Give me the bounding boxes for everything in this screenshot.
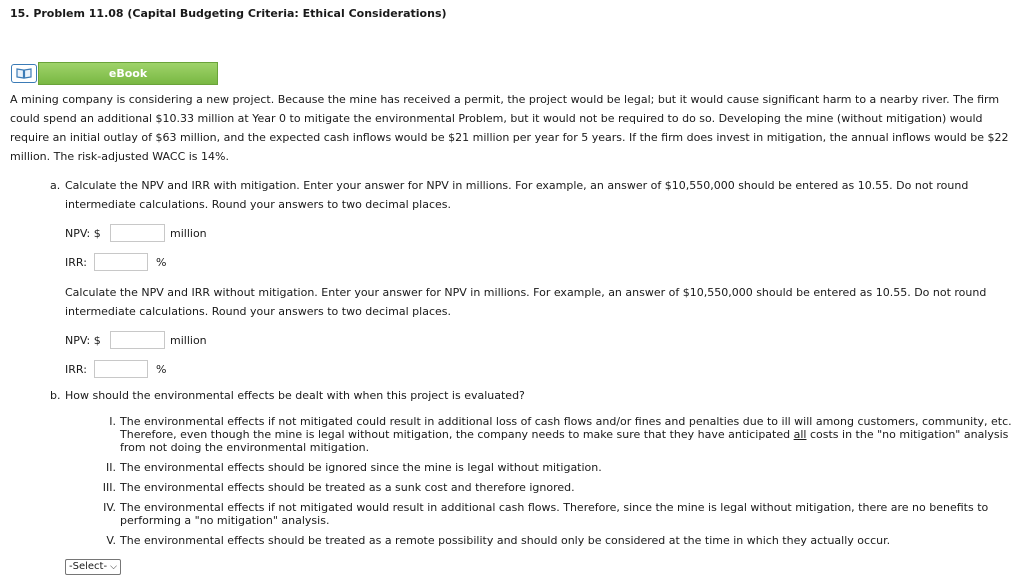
npv-with-input[interactable]: [110, 224, 165, 242]
select-value: -Select-: [69, 561, 108, 572]
option-text: The environmental effects should be treated as a sunk cost and therefore ignored.: [120, 481, 575, 494]
ebook-button[interactable]: eBook: [38, 62, 218, 85]
npv-without-unit: million: [170, 334, 207, 347]
problem-title: 15. Problem 11.08 (Capital Budgeting Criteria: Ethical Considerations): [10, 7, 447, 20]
irr-with-input[interactable]: [94, 253, 148, 271]
chevron-down-icon: ⌵: [110, 562, 117, 572]
part-b-question: How should the environmental effects be dealt with when this project is evaluated?: [65, 389, 525, 402]
part-a-question-without: Calculate the NPV and IRR without mitigation. Enter your answer for NPV in millions. For example, an answer of $10,550,000 should be entered as 10.55. Do not round intermediate calculations. Round your answers to two decimal places.: [65, 286, 987, 318]
option-text: The environmental effects should be treated as a remote possibility and should only be considered at the time in which they actually occur.: [120, 534, 891, 547]
irr-with-unit: %: [156, 256, 167, 269]
npv-with-label: NPV: $: [65, 227, 101, 240]
irr-without-label: IRR:: [65, 363, 87, 376]
option-text-end: costs in the "no mitigation" analysis from not doing the environmental mitigation.: [120, 428, 1009, 454]
answer-select[interactable]: [65, 559, 121, 575]
option-number: V.: [106, 534, 116, 547]
npv-without-input[interactable]: [110, 331, 165, 349]
option-number: II.: [106, 461, 116, 474]
part-b-prefix: b.: [50, 389, 61, 402]
option-iv: [90, 501, 1015, 527]
option-number: III.: [102, 481, 116, 494]
option-number: I.: [109, 415, 116, 428]
option-number: IV.: [103, 501, 116, 514]
part-a-prefix: a.: [50, 179, 61, 192]
part-a-question-with: Calculate the NPV and IRR with mitigation. Enter your answer for NPV in millions. For example, an answer of $10,550,000 should be entered as 10.55. Do not round intermediate calculations. Round your answers to two decimal places.: [65, 179, 969, 211]
irr-without-unit: %: [156, 363, 167, 376]
npv-without-label: NPV: $: [65, 334, 101, 347]
option-text: The environmental effects if not mitigated would result in additional cash flows. Therefore, since the mine is legal without mitigation, there are no benefits to performing a "no mitigation" analysis.: [120, 501, 989, 527]
option-i: [90, 415, 1015, 454]
option-text: The environmental effects if not mitigated could result in additional loss of cash flows and/or fines and penalties due to ill will among customers, community, etc. Therefore, even though the mine is legal without mitigation, the company needs to make sure that they have anticipated: [120, 415, 1012, 441]
part-b-options: [90, 415, 1015, 554]
option-emphasis: all: [793, 428, 807, 441]
npv-with-unit: million: [170, 227, 207, 240]
option-iii: [90, 481, 1015, 494]
irr-with-label: IRR:: [65, 256, 87, 269]
irr-without-input[interactable]: [94, 360, 148, 378]
book-icon[interactable]: [11, 64, 37, 83]
problem-intro: A mining company is considering a new project. Because the mine has received a permit, the project would be legal; but it would cause significant harm to a nearby river. The firm could spend an additional $10.33 million at Year 0 to mitigate the environmental Problem, but it would not be required to do so. Developing the mine (without mitigation) would require an initial outlay of $63 million, and the expected cash inflows would be $21 million per year for 5 years. If the firm does invest in mitigation, the annual inflows would be $22 million. The risk-adjusted WACC is 14%.: [10, 93, 1009, 163]
option-v: [90, 534, 1015, 547]
option-text: The environmental effects should be ignored since the mine is legal without mitigation.: [120, 461, 602, 474]
option-ii: [90, 461, 1015, 474]
